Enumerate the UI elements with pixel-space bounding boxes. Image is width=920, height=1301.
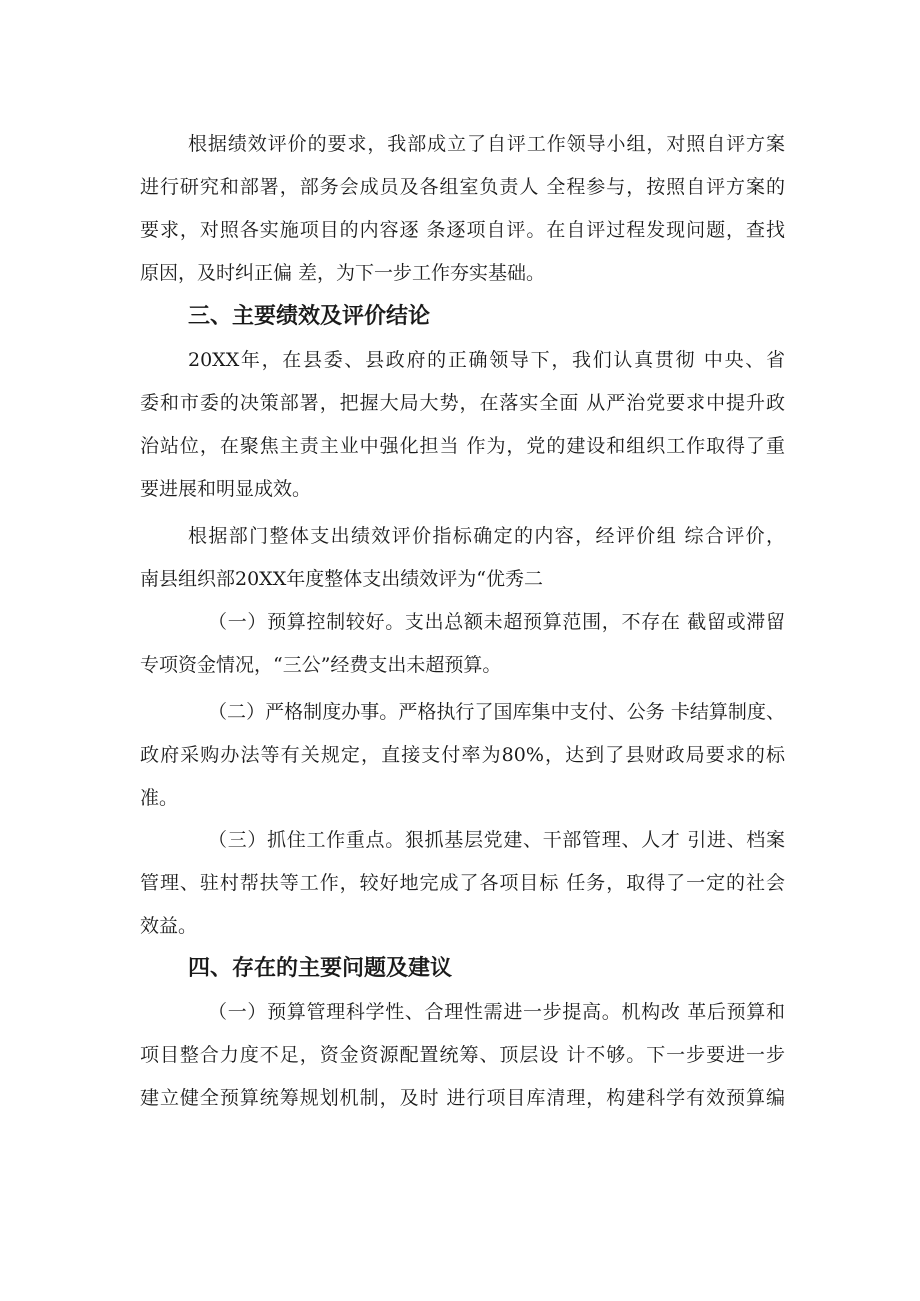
section-heading-3: 三、主要绩效及评价结论 — [188, 304, 431, 329]
paragraph-line: 要进展和明显成效。 — [140, 478, 312, 500]
paragraph-line: 进行研究和部署，部务会成员及各组室负责人 全程参与，按照自评方案的 — [140, 176, 785, 198]
paragraph-line: 根据部门整体支出绩效评价指标确定的内容，经评价组 综合评价， — [188, 525, 785, 547]
paragraph-line: 治站位，在聚焦主责主业中强化担当 作为，党的建设和组织工作取得了重 — [140, 435, 785, 457]
paragraph-line: （三）抓住工作重点。狠抓基层党建、干部管理、人才 引进、档案 — [208, 829, 785, 851]
paragraph-line: 效益。 — [140, 915, 198, 937]
paragraph-line: （一）预算管理科学性、合理性需进一步提高。机构改 革后预算和 — [208, 1001, 785, 1023]
paragraph-line: 专项资金情况，“三公”经费支出未超预算。 — [140, 654, 502, 676]
paragraph-line: （二）严格制度办事。严格执行了国库集中支付、公务 卡结算制度、 — [208, 701, 785, 723]
paragraph-line: （一）预算控制较好。支出总额未超预算范围，不存在 截留或滞留 — [208, 611, 785, 633]
paragraph-line: 委和市委的决策部署，把握大局大势，在落实全面 从严治党要求中提升政 — [140, 392, 785, 414]
paragraph-line: 政府采购办法等有关规定，直接支付率为80%，达到了县财政局要求的标 — [140, 744, 785, 766]
paragraph-line: 管理、驻村帮扶等工作，较好地完成了各项目标 任务，取得了一定的社会 — [140, 872, 785, 894]
paragraph-line: 准。 — [140, 787, 179, 809]
paragraph-line: 原因，及时纠正偏 差，为下一步工作夯实基础。 — [140, 262, 546, 284]
paragraph-line: 要求，对照各实施项目的内容逐 条逐项自评。在自评过程发现问题，查找 — [140, 219, 785, 241]
paragraph-line: 建立健全预算统筹规划机制，及时 进行项目库清理，构建科学有效预算编 — [140, 1087, 785, 1109]
paragraph-line: 20XX年，在县委、县政府的正确领导下，我们认真贯彻 中央、省 — [188, 349, 785, 371]
paragraph-line: 南县组织部20XX年度整体支出绩效评为“优秀二 — [140, 568, 543, 590]
paragraph-line: 根据绩效评价的要求，我部成立了自评工作领导小组，对照自评方案 — [188, 133, 785, 155]
section-heading-4: 四、存在的主要问题及建议 — [188, 956, 453, 981]
paragraph-line: 项目整合力度不足，资金资源配置统筹、顶层设 计不够。下一步要进一步 — [140, 1044, 785, 1066]
